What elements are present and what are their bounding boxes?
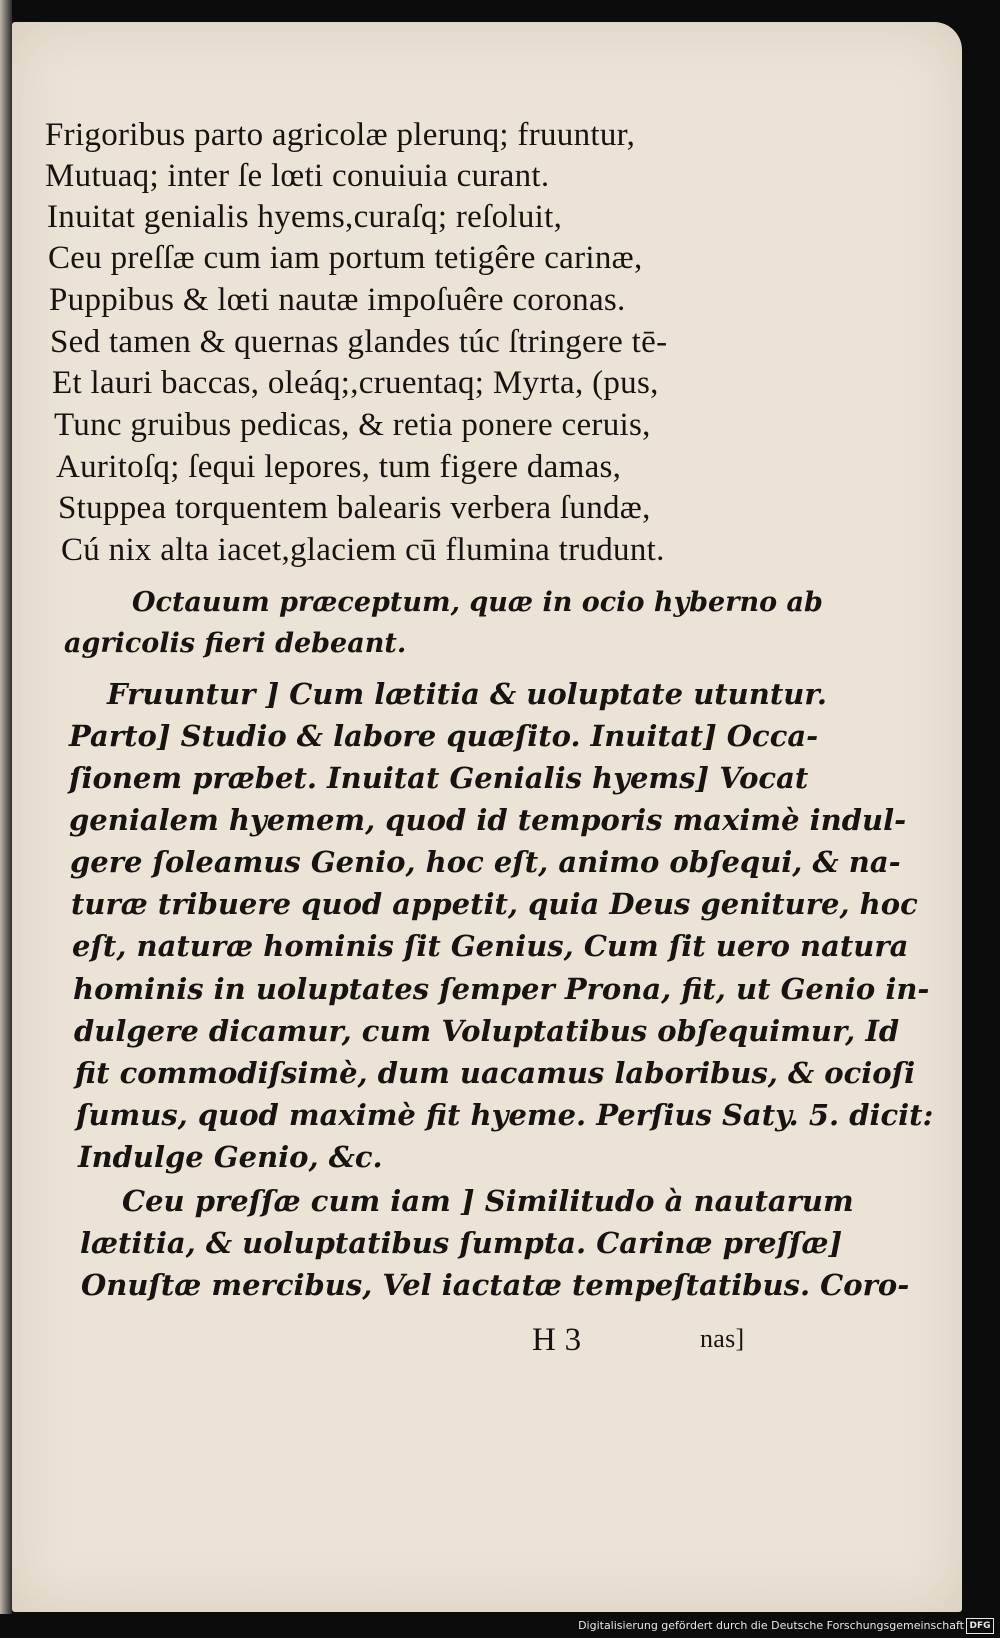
section-heading: Octauum præceptum, quæ in ocio hyberno ab xyxy=(132,587,823,618)
verse-line: Frigoribus parto agricolæ plerunq; fruuntur, xyxy=(45,117,636,153)
verse-line: Mutuaq; inter ſe lœti conuiuia curant. xyxy=(45,158,550,194)
verse-line: Tunc gruibus pedicas, & retia ponere ceruis, xyxy=(54,407,651,443)
commentary-line: ſionem præbet. Inuitat Genialis hyems] Vocat xyxy=(69,761,809,795)
commentary-line: genialem hyemem, quod id temporis maximè indul- xyxy=(69,803,907,837)
commentary-line: Ceu preſſæ cum iam ] Similitudo à nautarum xyxy=(122,1184,854,1218)
commentary-line: ſumus, quod maximè fit hyeme. Perſius Saty. 5. dicit: xyxy=(76,1098,934,1132)
commentary-line: turæ tribuere quod appetit, quia Deus geniture, hoc xyxy=(71,887,918,921)
commentary-line: gere ſoleamus Genio, hoc eſt, animo obſequi, & na- xyxy=(70,845,901,879)
funding-note: Digitalisierung gefördert durch die Deutsche Forschungsgemeinschaft xyxy=(578,1619,964,1632)
signature-mark: H 3 xyxy=(532,1322,582,1358)
book-page xyxy=(12,22,962,1612)
commentary-line: lætitia, & uoluptatibus ſumpta. Carinæ preſſæ] xyxy=(80,1226,843,1260)
commentary-line: fit commodiſsimè, dum uacamus laboribus, & ocioſi xyxy=(75,1056,916,1090)
commentary-line: Indulge Genio, &c. xyxy=(78,1140,383,1174)
book-edge xyxy=(0,0,12,1638)
verse-line: Auritoſq; ſequi lepores, tum figere damas, xyxy=(56,449,622,485)
verse-line: Ceu preſſæ cum iam portum tetigêre carinæ, xyxy=(48,240,643,276)
section-heading: agricolis fieri debeant. xyxy=(64,628,407,659)
verse-line: Et lauri baccas, oleáq;,cruentaq; Myrta, (pus, xyxy=(52,365,659,401)
verse-line: Sed tamen & quernas glandes túc ſtringere tē- xyxy=(50,324,668,360)
commentary-line: eſt, naturæ hominis ſit Genius, Cum ſit uero natura xyxy=(72,929,909,963)
verse-line: Puppibus & lœti nautæ impoſuêre coronas. xyxy=(49,282,626,318)
dfg-logo: DFG xyxy=(966,1618,994,1634)
verse-line: Inuitat genialis hyems,curaſq; reſoluit, xyxy=(47,199,563,235)
commentary-line: hominis in uoluptates ſemper Prona, fit, ut Genio in- xyxy=(73,972,930,1006)
commentary-line: Parto] Studio & labore quæſito. Inuitat] Occa- xyxy=(69,719,819,753)
verse-line: Stuppea torquentem balearis verbera ſundæ, xyxy=(58,490,651,526)
commentary-line: Fruuntur ] Cum lætitia & uoluptate utuntur. xyxy=(107,677,828,711)
commentary-line: dulgere dicamur, cum Voluptatibus obſequimur, Id xyxy=(74,1014,900,1048)
catchword: nas] xyxy=(700,1324,745,1353)
commentary-line: Onuſtæ mercibus, Vel iactatæ tempeſtatibus. Coro- xyxy=(81,1268,910,1302)
verse-line: Cú nix alta iacet,glaciem cū flumina trudunt. xyxy=(61,532,665,568)
